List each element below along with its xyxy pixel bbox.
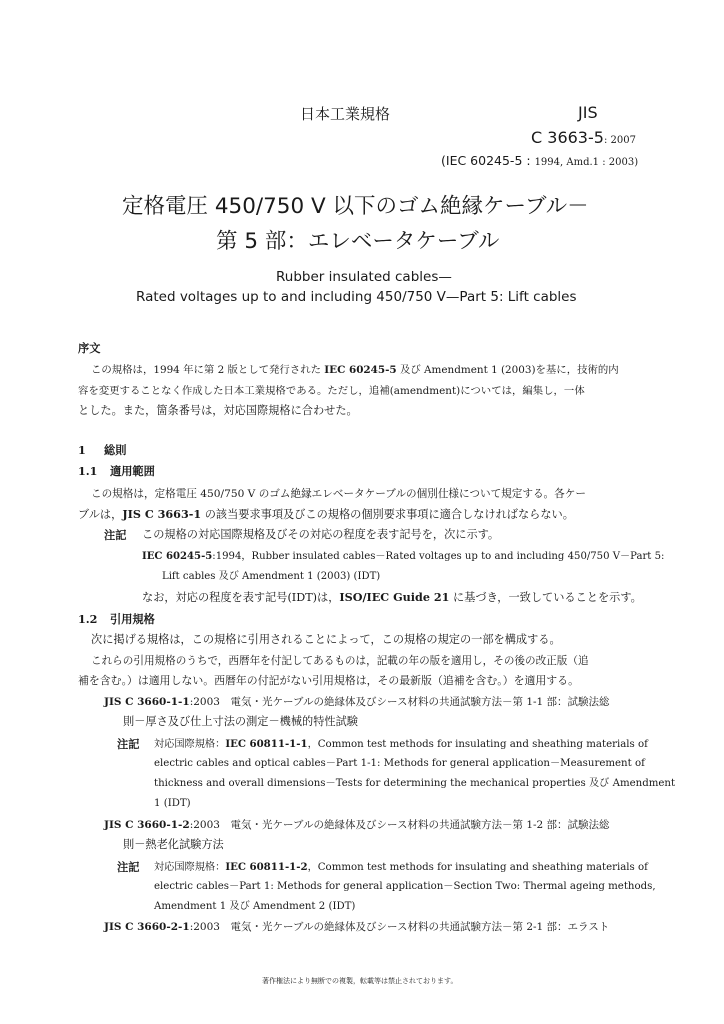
title-ja-line1: 定格電圧 450/750 V 以下のゴム絶縁ケーブル－ bbox=[122, 194, 589, 219]
ref2-title: :2003 電気・光ケーブルの絶縁体及びシース材料の共通試験方法－第 1-2 部：試験法総 bbox=[189, 819, 610, 831]
foreword-text: この規格は，1994 年に第 2 版として発行された bbox=[91, 364, 325, 376]
jis-label: JIS bbox=[578, 103, 598, 122]
foreword-text: 及び Amendment 1 (2003)を基に，技術的内 bbox=[396, 364, 619, 376]
ref1-note-line2: electric cables and optical cables－Part 1-1: Methods for general application－Measurement of bbox=[154, 758, 645, 769]
section-1-1-number: 1.1 bbox=[78, 464, 98, 478]
foreword-line1 bbox=[91, 363, 619, 377]
ref2-line1 bbox=[104, 818, 610, 832]
standard-code: C 3663-5 bbox=[531, 128, 604, 147]
ref1-line1 bbox=[104, 695, 610, 709]
section-1-number: 1 bbox=[78, 443, 86, 457]
ref2-note-text: ，Common test methods for insulating and sheathing materials of bbox=[307, 862, 648, 873]
ref2-line2: 則－熱老化試験方法 bbox=[123, 838, 224, 851]
iec-reference-year: 2003) bbox=[608, 157, 639, 168]
ref1-note-text: ，Common test methods for insulating and sheathing materials of bbox=[307, 739, 648, 750]
section-1-heading: 総則 bbox=[104, 443, 127, 457]
references-rule-line2: 補を含む。）は適用しない。西暦年の付記がない引用規格は，その最新版（追補を含む。）を適用する。 bbox=[78, 674, 579, 687]
note-text: この規格の対応国際規格及びその対応の程度を表す記号を，次に示す。 bbox=[142, 528, 500, 541]
idt-text: なお，対応の程度を表す記号(IDT)は， bbox=[142, 591, 340, 604]
jis-ref-bold: JIS C 3663-1 bbox=[122, 507, 202, 521]
iec-ref-bold: IEC 60245-5 bbox=[324, 364, 397, 376]
references-rule-line1: これらの引用規格のうちで，西暦年を付記してあるものは，記載の年の版を適用し，その後の改正版（追 bbox=[91, 655, 589, 667]
section-1-1-heading: 適用範囲 bbox=[110, 464, 155, 478]
ref1-note-line3: thickness and overall dimensions－Tests for determining the mechanical properties 及び Amendment bbox=[154, 778, 676, 789]
iec-ref-bold: IEC 60245-5 bbox=[142, 551, 213, 562]
section-1-2-heading: 引用規格 bbox=[110, 612, 155, 626]
note-label: 注記 bbox=[104, 528, 127, 542]
ref2-note-text: 対応国際規格： bbox=[154, 862, 226, 873]
iec-reference-mid: 1994, Amd.1 : bbox=[534, 157, 609, 168]
iec-reference-prefix: (IEC 60245-5 : bbox=[441, 153, 535, 168]
ref2-note-line2: electric cables－Part 1: Methods for general application－Section Two: Thermal ageing methods, bbox=[154, 881, 656, 892]
scope-line2 bbox=[78, 507, 574, 522]
idt-explanation bbox=[142, 590, 642, 605]
iec-correspondence-line1 bbox=[142, 550, 664, 564]
ref1-line2: 則－厚さ及び仕上寸法の測定－機械的特性試験 bbox=[123, 715, 358, 728]
references-intro: 次に掲げる規格は，この規格に引用されることによって，この規格の規定の一部を構成する。 bbox=[91, 633, 561, 646]
title-ja-line2: 第 5 部：エレベータケーブル bbox=[216, 229, 500, 254]
foreword-heading: 序文 bbox=[78, 341, 101, 355]
ref2-note-line3: Amendment 1 及び Amendment 2 (IDT) bbox=[154, 901, 356, 912]
ref1-iec-bold: IEC 60811-1-1 bbox=[225, 738, 308, 750]
section-1-2-number: 1.2 bbox=[78, 612, 98, 626]
ref2-iec-bold: IEC 60811-1-2 bbox=[225, 861, 308, 873]
iec-reference bbox=[441, 153, 638, 168]
ref1-note-label: 注記 bbox=[117, 737, 140, 751]
scope-line1: この規格は，定格電圧 450/750 V のゴム絶縁エレベータケーブルの個別仕様について規定する。各ケー bbox=[91, 488, 586, 500]
ref2-code: JIS C 3660-1-2 bbox=[104, 819, 190, 831]
iec-correspondence-line2: Lift cables 及び Amendment 1 (2003) (IDT) bbox=[162, 571, 381, 582]
idt-text: に基づき，一致していることを示す。 bbox=[449, 591, 642, 604]
title-en-line1: Rubber insulated cables— bbox=[276, 269, 452, 285]
ref3-title: :2003 電気・光ケーブルの絶縁体及びシース材料の共通試験方法－第 2-1 部：エラスト bbox=[189, 921, 610, 933]
scope-text: ブルは， bbox=[78, 508, 123, 521]
standard-number bbox=[531, 128, 636, 147]
foreword-line3: とした。また，箇条番号は，対応国際規格に合わせた。 bbox=[78, 404, 358, 417]
header-title: 日本工業規格 bbox=[300, 105, 391, 123]
ref3-line1 bbox=[104, 920, 609, 934]
iso-guide-bold: ISO/IEC Guide 21 bbox=[339, 590, 450, 604]
title-en-line2: Rated voltages up to and including 450/750 V—Part 5: Lift cables bbox=[136, 289, 577, 305]
scope-text: の該当要求事項及びこの規格の個別要求事項に適合しなければならない。 bbox=[201, 508, 574, 521]
ref1-code: JIS C 3660-1-1 bbox=[104, 696, 190, 708]
ref1-note-line4: 1 (IDT) bbox=[154, 798, 191, 809]
ref2-note-label: 注記 bbox=[117, 860, 140, 874]
ref2-note-line1 bbox=[154, 860, 648, 875]
copyright-notice: 著作権法により無断での複製，転載等は禁止されております。 bbox=[262, 977, 458, 985]
ref1-note-text: 対応国際規格： bbox=[154, 739, 226, 750]
iec-text: :1994，Rubber insulated cables－Rated voltages up to and including 450/750 V－Part 5: bbox=[212, 551, 665, 562]
ref3-code: JIS C 3660-2-1 bbox=[104, 921, 190, 933]
foreword-line2: 容を変更することなく作成した日本工業規格である。ただし，追補(amendment)については，編集し，一体 bbox=[78, 385, 585, 397]
ref1-note-line1 bbox=[154, 737, 648, 752]
ref1-title: :2003 電気・光ケーブルの絶縁体及びシース材料の共通試験方法－第 1-1 部：試験法総 bbox=[189, 696, 610, 708]
standard-year: : 2007 bbox=[603, 135, 636, 146]
